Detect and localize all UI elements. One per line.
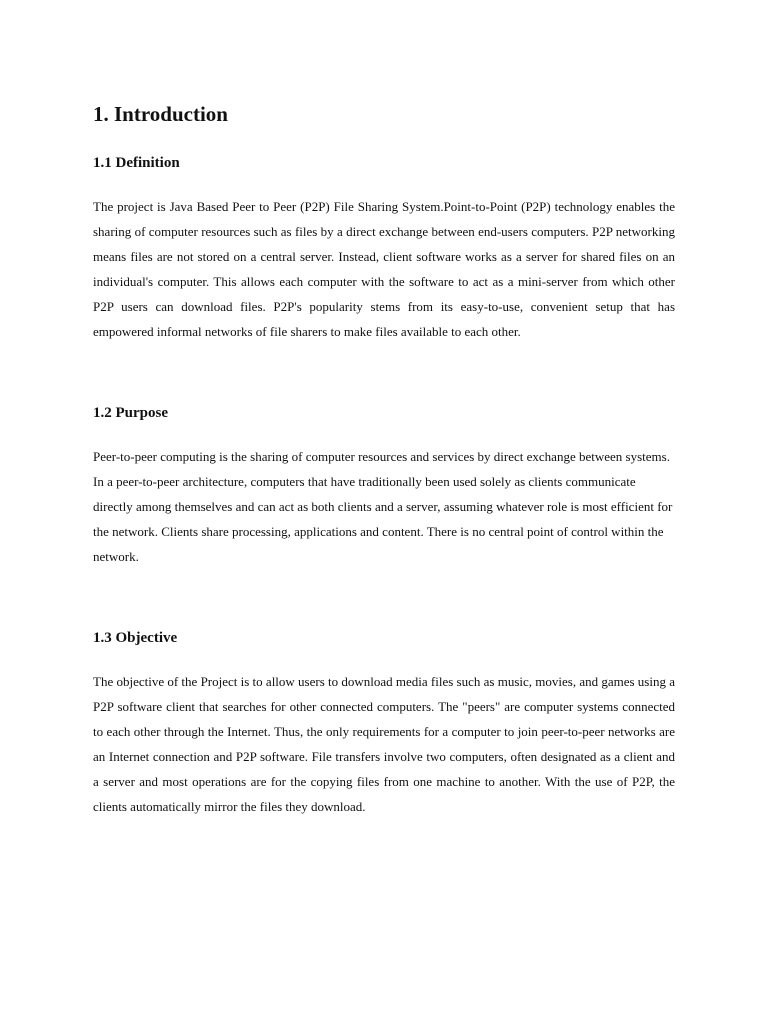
section-heading-objective: 1.3 Objective <box>93 630 178 646</box>
chapter-title: 1. Introduction <box>93 102 228 126</box>
section-body-definition: The project is Java Based Peer to Peer (P2P) File Sharing System.Point-to-Point (P2P) technology enables the sharing of computer resources such as files by a direct exchange between end-users computers. P2P networking means files are not stored on a central server. Instead, client software works as a server for shared files on an individual's computer. This allows each computer with the software to act as a mini-server from which other P2P users can download files. P2P's popularity stems from its easy-to-use, convenient setup that has empowered informal networks of file sharers to make files available to each other. <box>93 199 675 339</box>
section-heading-definition: 1.1 Definition <box>93 155 180 171</box>
section-body-purpose: Peer-to-peer computing is the sharing of computer resources and services by direct exchange between systems. In a peer-to-peer architecture, computers that have traditionally been used solely as clients communicate directly among themselves and can act as both clients and a server, assuming whatever role is most efficient for the network. Clients share processing, applications and content. There is no central point of control within the network. <box>93 449 673 564</box>
document-content <box>93 98 675 819</box>
section-body-objective: The objective of the Project is to allow users to download media files such as music, movies, and games using a P2P software client that searches for other connected computers. The "peers" are computer systems connected to each other through the Internet. Thus, the only requirements for a computer to join peer-to-peer networks are an Internet connection and P2P software. File transfers involve two computers, often designated as a client and a server and most operations are for the copying files from one machine to another. With the use of P2P, the clients automatically mirror the files they download. <box>93 674 675 814</box>
section-heading-purpose: 1.2 Purpose <box>93 405 168 421</box>
